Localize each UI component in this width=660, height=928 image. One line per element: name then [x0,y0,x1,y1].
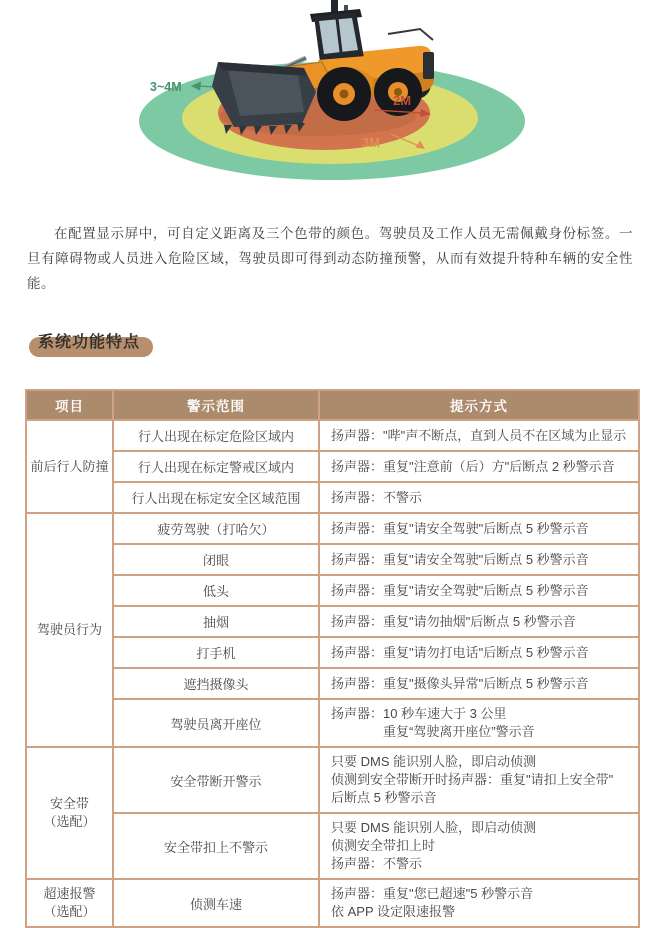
table-header-row [26,390,639,420]
alert-cell: 扬声器：重复"请安全驾驶"后断点 5 秒警示音 [319,544,639,575]
alert-cell: 扬声器：重复"注意前（后）方"后断点 2 秒警示音 [319,451,639,482]
table-row [26,668,639,699]
alert-cell: 扬声器："哔"声不断点，直到人员不在区域为止显示 [319,420,639,451]
alert-cell: 扬声器：重复"请安全驾驶"后断点 5 秒警示音 [319,513,639,544]
table-row [26,451,639,482]
range-cell: 行人出现在标定安全区域范围 [113,482,319,513]
item-cell-pedestrian: 前后行人防撞 [26,420,113,513]
range-cell: 安全带断开警示 [113,747,319,813]
range-cell: 行人出现在标定危险区域内 [113,420,319,451]
middle-zone-label: 3M [362,135,381,150]
section-title [38,329,140,352]
range-cell: 遮挡摄像头 [113,668,319,699]
alert-cell: 扬声器：重复"摄像头异常"后断点 5 秒警示音 [319,668,639,699]
range-cell: 低头 [113,575,319,606]
table-row [26,747,639,813]
alert-cell: 只要 DMS 能识别人脸，即启动侦测 侦测到安全带断开时扬声器：重复"请扣上安全带" 后断点 5 秒警示音 [319,747,639,813]
range-cell: 安全带扣上不警示 [113,813,319,879]
alert-cell: 扬声器：不警示 [319,482,639,513]
alert-cell: 扬声器：重复"请勿抽烟"后断点 5 秒警示音 [319,606,639,637]
item-cell-seatbelt: 安全带 （选配） [26,747,113,879]
alert-cell: 只要 DMS 能识别人脸，即启动侦测 侦测安全带扣上时 扬声器：不警示 [319,813,639,879]
table-row [26,420,639,451]
range-cell: 闭眼 [113,544,319,575]
range-cell: 打手机 [113,637,319,668]
range-cell: 侦测车速 [113,879,319,927]
alert-cell: 扬声器：重复"请安全驾驶"后断点 5 秒警示音 [319,575,639,606]
header-item: 项目 [26,390,113,420]
section-title-row [38,329,660,352]
alert-cell: 扬声器：重复"您已超速"5 秒警示音 依 APP 设定限速报警 [319,879,639,927]
range-cell: 疲劳驾驶（打哈欠） [113,513,319,544]
table-row [26,544,639,575]
intro-paragraph: 在配置显示屏中，可自定义距离及三个色带的颜色。驾驶员及工作人员无需佩戴身份标签。一旦有障碍物或人员进入危险区域，驾驶员即可得到动态防撞预警，从而有效提升特种车辆的安全性能。 [27,226,633,291]
table-row [26,606,639,637]
table-row [26,637,639,668]
table-row [26,699,639,747]
table-row [26,482,639,513]
outer-zone-label: 3~4M [150,80,182,94]
detection-zones-figure [0,0,660,205]
header-alert: 提示方式 [319,390,639,420]
table-row [26,513,639,544]
range-cell: 驾驶员离开座位 [113,699,319,747]
alert-cell: 扬声器：重复"请勿打电话"后断点 5 秒警示音 [319,637,639,668]
table-row [26,575,639,606]
header-range: 警示范围 [113,390,319,420]
item-cell-overspeed: 超速报警 （选配） [26,879,113,927]
range-cell: 抽烟 [113,606,319,637]
inner-zone-label: 2M [393,93,412,108]
alert-cell: 扬声器：10 秒车速大于 3 公里 重复“驾驶离开座位”警示音 [319,699,639,747]
feature-table [25,389,640,928]
section-title-text: 系统功能特点 [38,334,141,351]
item-cell-driver-behavior: 驾驶员行为 [26,513,113,747]
hero-illustration [0,0,660,205]
table-row [26,879,639,927]
range-cell: 行人出现在标定警戒区域内 [113,451,319,482]
table-row [26,813,639,879]
